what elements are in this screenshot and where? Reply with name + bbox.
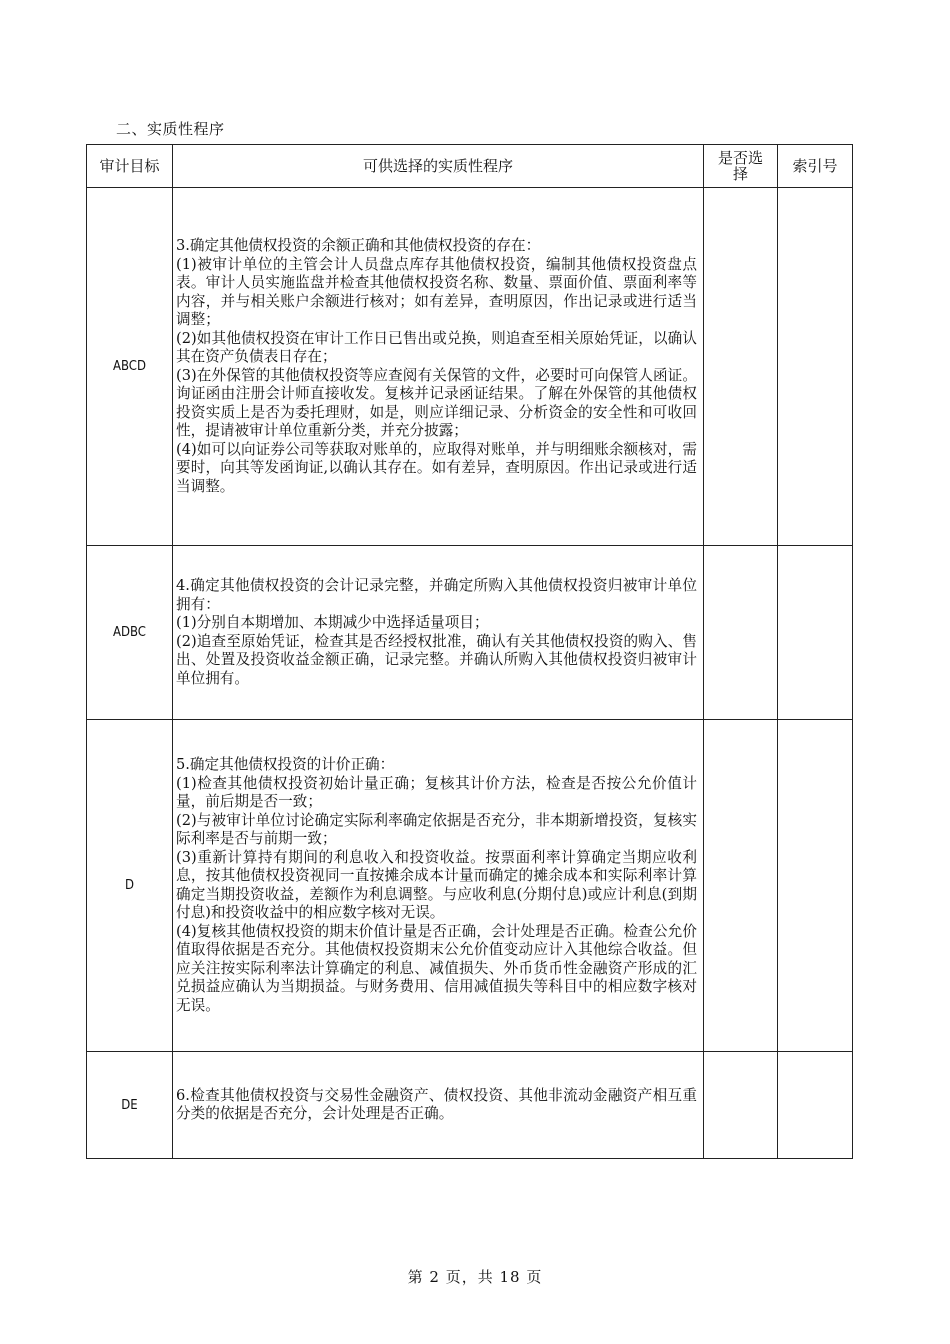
row-objective: ADBC [87, 546, 173, 720]
row-objective: D [87, 720, 173, 1052]
procedure-line: (1)被审计单位的主管会计人员盘点库存其他债权投资，编制其他债权投资盘点表。审计人员实施监盘并检查其他债权投资名称、数量、票面价值、票面利率等内容，并与相关账户余额进行核对；如有差异，查明原因，作出记录或进行适当调整； [176, 255, 697, 328]
procedure-line: (4)如可以向证券公司等获取对账单的，应取得对账单，并与明细账余额核对，需要时，向其等发函询证,以确认其存在。如有差异，查明原因。作出记录或进行适当调整。 [176, 440, 697, 495]
header-index: 索引号 [778, 145, 853, 188]
row-index-cell[interactable] [778, 546, 853, 720]
header-procedure: 可供选择的实质性程序 [173, 145, 704, 188]
procedure-line: 6.检查其他债权投资与交易性金融资产、债权投资、其他非流动金融资产相互重分类的依据是否充分，会计处理是否正确。 [176, 1086, 697, 1122]
procedure-line: 3.确定其他债权投资的余额正确和其他债权投资的存在： [176, 237, 541, 254]
procedure-line: (2)追查至原始凭证，检查其是否经授权批准，确认有关其他债权投资的购入、售出、处置及投资收益金额正确，记录完整。并确认所购入其他债权投资归被审计单位拥有。 [176, 632, 697, 687]
row-procedure [173, 1052, 704, 1159]
row-selected-cell[interactable] [704, 188, 778, 546]
row-objective: DE [87, 1052, 173, 1159]
section-title: 二、实质性程序 [116, 120, 225, 138]
row-procedure [173, 188, 704, 546]
procedure-line: 5.确定其他债权投资的计价正确： [176, 756, 395, 773]
page-footer: 第 2 页，共 18 页 [407, 1268, 543, 1286]
row-index-cell[interactable] [778, 1052, 853, 1159]
table-row [87, 546, 853, 720]
row-index-cell[interactable] [778, 188, 853, 546]
procedure-line: (3)重新计算持有期间的利息收入和投资收益。按票面利率计算确定当期应收利息，按其他债权投资视同一直按摊余成本计量而确定的摊余成本和实际利率计算确定当期投资收益，差额作为利息调整。与应收利息(分期付息)或应计利息(到期付息)和投资收益中的相应数字核对无误。 [176, 848, 697, 921]
row-objective: ABCD [87, 188, 173, 546]
row-selected-cell[interactable] [704, 720, 778, 1052]
substantive-procedures-table [86, 144, 853, 1159]
table-row [87, 188, 853, 546]
procedure-line: 4.确定其他债权投资的会计记录完整，并确定所购入其他债权投资归被审计单位拥有： [176, 577, 697, 613]
row-selected-cell[interactable] [704, 546, 778, 720]
procedure-line: (2)与被审计单位讨论确定实际利率确定依据是否充分，非本期新增投资，复核实际利率是否与前期一致； [176, 811, 697, 847]
row-selected-cell[interactable] [704, 1052, 778, 1159]
row-procedure [173, 546, 704, 720]
table-row [87, 1052, 853, 1159]
procedure-line: (3)在外保管的其他债权投资等应查阅有关保管的文件，必要时可向保管人函证。询证函由注册会计师直接收发。复核并记录函证结果。了解在外保管的其他债权投资实质上是否为委托理财，如是，则应详细记录、分析资金的安全性和可收回性，提请被审计单位重新分类，并充分披露； [176, 366, 697, 439]
row-procedure [173, 720, 704, 1052]
table-row [87, 720, 853, 1052]
header-objective: 审计目标 [87, 145, 173, 188]
row-index-cell[interactable] [778, 720, 853, 1052]
header-selected: 是否选择 [704, 145, 778, 188]
procedure-line: (2)如其他债权投资在审计工作日已售出或兑换，则追查至相关原始凭证，以确认其在资产负债表日存在； [176, 329, 697, 365]
procedure-line: (1)检查其他债权投资初始计量正确；复核其计价方法，检查是否按公允价值计量，前后期是否一致； [176, 774, 697, 810]
procedure-line: (4)复核其他债权投资的期末价值计量是否正确，会计处理是否正确。检查公允价值取得依据是否充分。其他债权投资期末公允价值变动应计入其他综合收益。但应关注按实际利率法计算确定的利息、减值损失、外币货币性金融资产形成的汇兑损益应确认为当期损益。与财务费用、信用减值损失等科目中的相应数字核对无误。 [176, 922, 697, 1014]
table-header-row [87, 145, 853, 188]
procedure-line: (1)分别自本期增加、本期减少中选择适量项目； [176, 614, 489, 631]
